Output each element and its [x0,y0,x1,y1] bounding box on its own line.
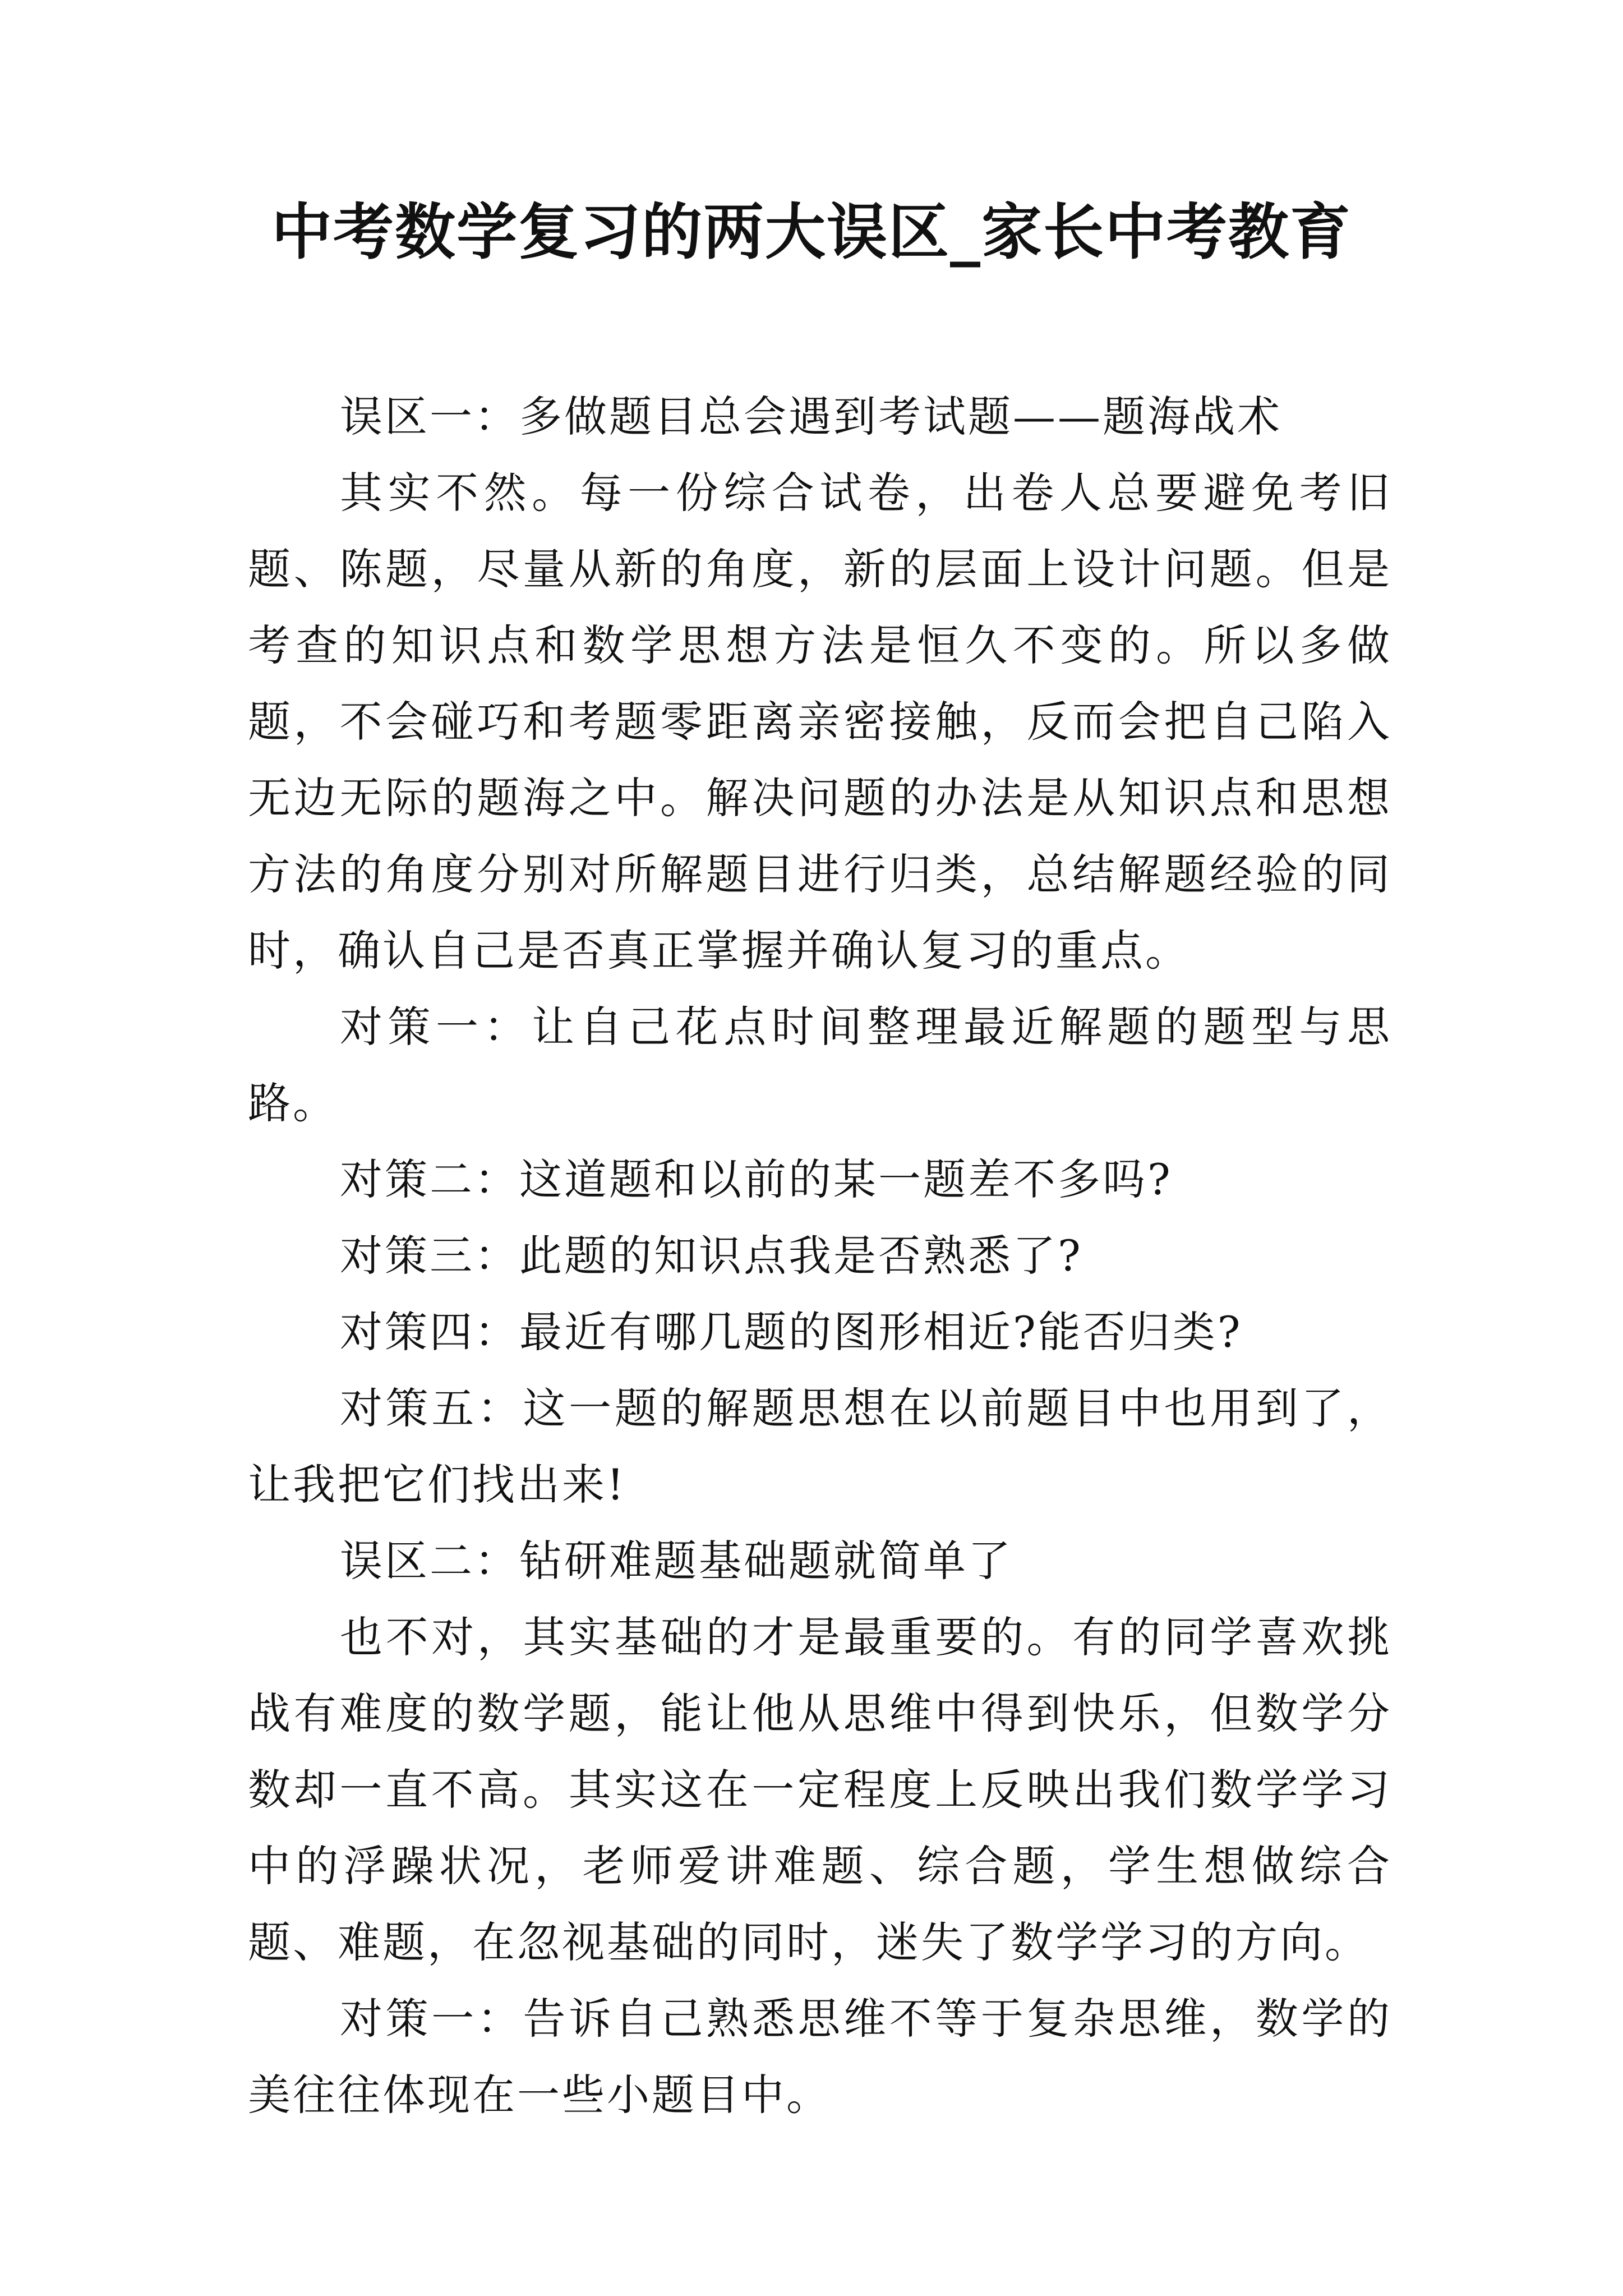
strategy-item: 对策四：最近有哪几题的图形相近?能否归类? [340,1307,1243,1357]
strategy-item: 对策五：这一题的解题思想在以前题目中也用到了，让我把它们找出来! [248,1383,1392,1510]
section-heading-1: 误区一：多做题目总会遇到考试题——题海战术 [340,392,1282,441]
section-heading-2: 误区二：钻研难题基础题就简单了 [340,1536,1013,1586]
document-title: 中考数学复习的两大误区_家长中考教育 [271,197,1352,268]
body-paragraph: 其实不然。每一份综合试卷，出卷人总要避免考旧题、陈题，尽量从新的角度，新的层面上设计问题。但是考查的知识点和数学思想方法是恒久不变的。所以多做题，不会碰巧和考题零距离亲密接触，反而会把自己陷入无边无际的题海之中。解决问题的办法是从知识点和思想方法的角度分别对所解题目进行归类，总结解题经验的同时，确认自己是否真正掌握并确认复习的重点。 [248,468,1392,976]
strategy-item: 对策一：让自己花点时间整理最近解题的题型与思路。 [248,1002,1392,1128]
document-body [248,379,1392,2133]
body-paragraph: 也不对，其实基础的才是最重要的。有的同学喜欢挑战有难度的数学题，能让他从思维中得到快乐，但数学分数却一直不高。其实这在一定程度上反映出我们数学学习中的浮躁状况，老师爱讲难题、综合题，学生想做综合题、难题，在忽视基础的同时，迷失了数学学习的方向。 [248,1612,1392,1967]
strategy-item: 对策一：告诉自己熟悉思维不等于复杂思维，数学的美往往体现在一些小题目中。 [248,1994,1392,2120]
strategy-item: 对策三：此题的知识点我是否熟悉了? [340,1231,1083,1281]
strategy-item: 对策二：这道题和以前的某一题差不多吗? [340,1154,1173,1204]
